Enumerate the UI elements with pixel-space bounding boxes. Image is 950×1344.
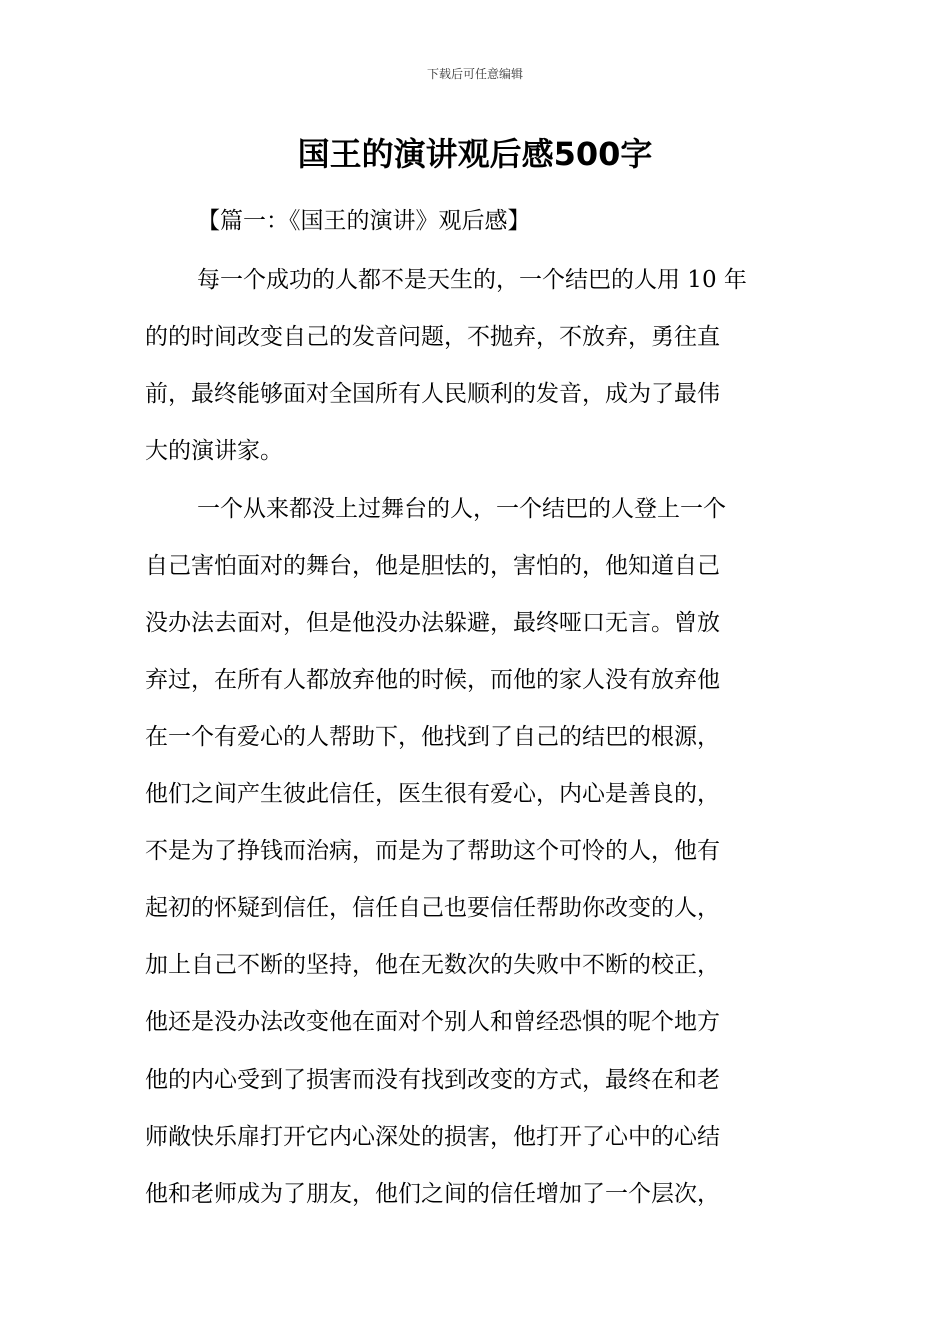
paragraph-2-line-6: 他们之间产生彼此信任，医生很有爱心，内心是善良的， <box>145 781 720 807</box>
paragraph-2-line-5: 在一个有爱心的人帮助下，他找到了自己的结巴的根源， <box>145 724 720 750</box>
paragraph-2-line-2: 自己害怕面对的舞台，他是胆怯的，害怕的，他知道自己 <box>145 553 720 579</box>
paragraph-1-line-4: 大的演讲家。 <box>145 438 283 464</box>
paragraph-1-line-1: 每一个成功的人都不是天生的，一个结巴的人用 10 年 <box>197 267 747 293</box>
page-header-note: 下载后可任意编辑 <box>426 67 523 81</box>
paragraph-2-line-11: 他的内心受到了损害而没有找到改变的方式，最终在和老 <box>145 1067 720 1093</box>
paragraph-2-line-10: 他还是没办法改变他在面对个别人和曾经恐惧的呢个地方 <box>145 1009 720 1035</box>
paragraph-2-line-8: 起初的怀疑到信任，信任自己也要信任帮助你改变的人， <box>145 895 720 921</box>
paragraph-1-line-3: 前，最终能够面对全国所有人民顺利的发音，成为了最伟 <box>145 381 720 407</box>
paragraph-2-line-1: 一个从来都没上过舞台的人，一个结巴的人登上一个 <box>197 496 726 522</box>
paragraph-2-line-12: 师敞快乐扉打开它内心深处的损害，他打开了心中的心结 <box>145 1124 720 1150</box>
document-title: 国王的演讲观后感500字 <box>297 135 653 173</box>
paragraph-2-line-7: 不是为了挣钱而治病，而是为了帮助这个可怜的人，他有 <box>145 838 720 864</box>
paragraph-2-line-13: 他和老师成为了朋友，他们之间的信任增加了一个层次， <box>145 1181 720 1207</box>
paragraph-2-line-3: 没办法去面对，但是他没办法躲避，最终哑口无言。曾放 <box>145 610 720 636</box>
paragraph-2-line-9: 加上自己不断的坚持，他在无数次的失败中不断的校正， <box>145 952 720 978</box>
section-heading: 【篇一：《国王的演讲》观后感】 <box>197 208 531 234</box>
paragraph-1-line-2: 的的时间改变自己的发音问题，不抛弃，不放弃，勇往直 <box>145 324 720 350</box>
paragraph-2-line-4: 弃过，在所有人都放弃他的时候，而他的家人没有放弃他 <box>145 667 720 693</box>
